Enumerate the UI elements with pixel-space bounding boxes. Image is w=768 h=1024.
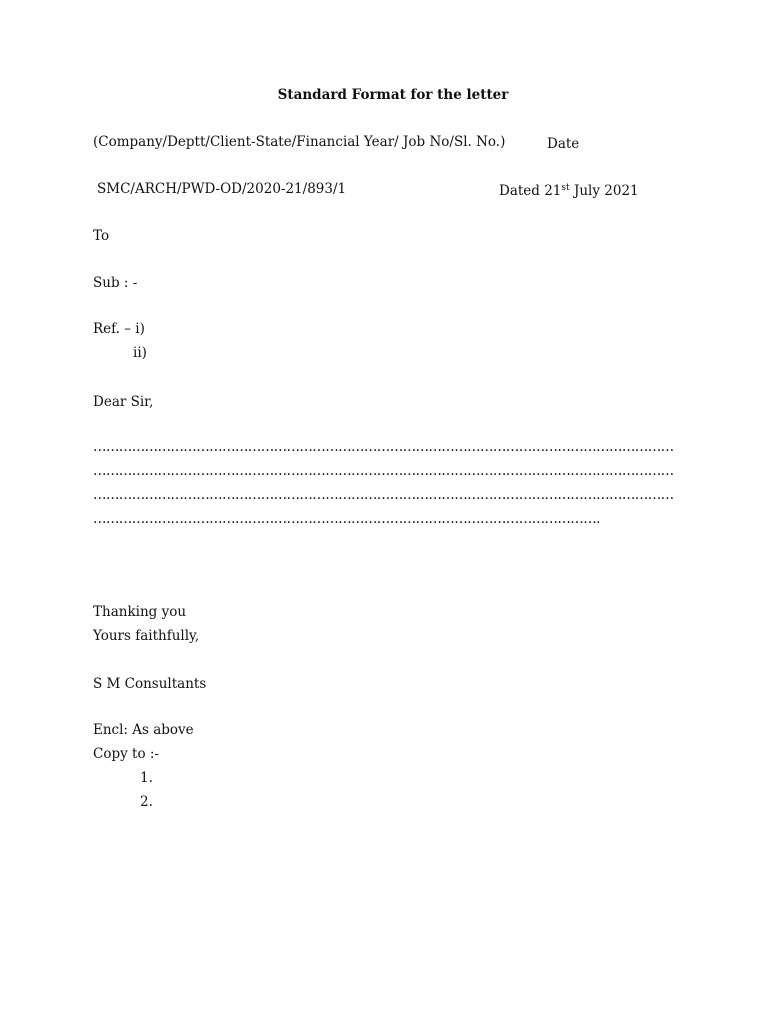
dated-line xyxy=(499,183,639,199)
dated-prefix: Dated 21 xyxy=(499,183,562,199)
reference-label: Ref. – i) xyxy=(93,321,145,337)
copy-to-label: Copy to :- xyxy=(93,746,159,762)
salutation: Dear Sir, xyxy=(93,394,154,410)
document-title: Standard Format for the letter xyxy=(277,87,509,103)
closing-sign-off: Yours faithfully, xyxy=(93,628,200,644)
body-line: ……………………………………………………………………………………………………………………… xyxy=(93,487,674,503)
dated-ordinal: st xyxy=(561,183,570,193)
closing-thanks: Thanking you xyxy=(93,604,187,620)
date-label: Date xyxy=(547,136,580,152)
copy-to-item: 2. xyxy=(140,794,153,810)
body-line: ……………………………………………………………………………………………………………………… xyxy=(93,463,674,479)
dated-rest: July 2021 xyxy=(569,183,639,199)
body-line: ……………………………………………………………………………………………………………………… xyxy=(93,439,674,455)
reference-second: ii) xyxy=(133,345,147,361)
company-name: S M Consultants xyxy=(93,676,207,692)
body-line: ………………………………………………………………………………………………………. xyxy=(93,511,600,527)
to-label: To xyxy=(93,228,110,244)
subject-label: Sub : - xyxy=(93,275,138,291)
reference-number: SMC/ARCH/PWD-OD/2020-21/893/1 xyxy=(97,181,347,197)
reference-format: (Company/Deptt/Client-State/Financial Year/ Job No/Sl. No.) xyxy=(93,134,506,150)
copy-to-item: 1. xyxy=(140,770,153,786)
enclosure: Encl: As above xyxy=(93,722,194,738)
